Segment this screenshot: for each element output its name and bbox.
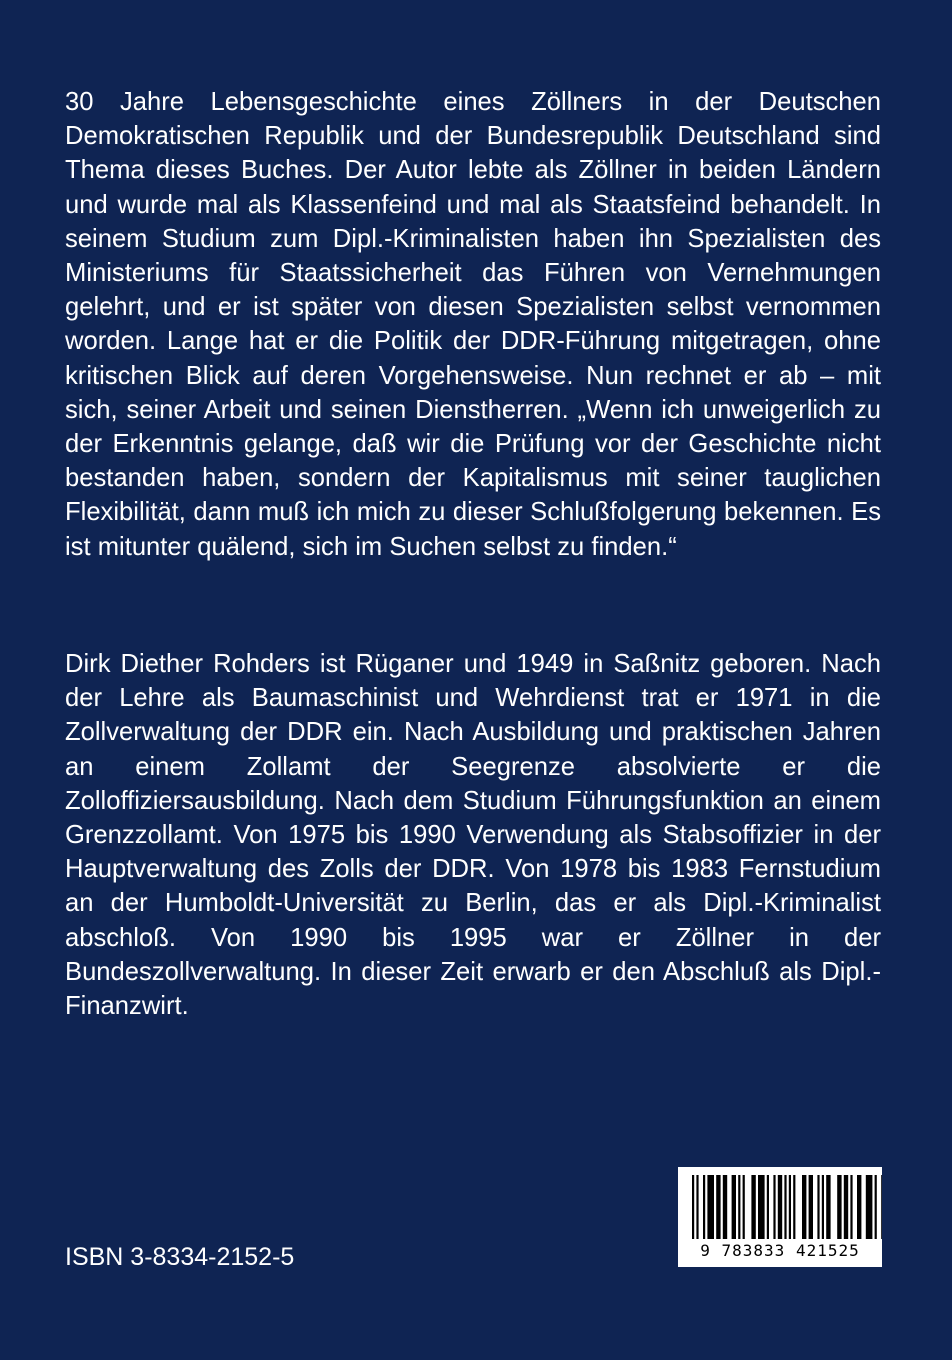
barcode-bar [778, 1175, 782, 1239]
barcode-bar [738, 1175, 740, 1239]
barcode-bar [723, 1175, 727, 1239]
barcode-bar [751, 1175, 755, 1239]
barcode-bar [837, 1175, 841, 1239]
barcode-bar [793, 1175, 795, 1239]
barcode-bar [732, 1175, 736, 1239]
barcode-bar [802, 1175, 806, 1239]
barcode-bar [844, 1175, 848, 1239]
isbn-label: ISBN 3-8334-2152-5 [65, 1243, 295, 1271]
barcode-bar [857, 1175, 861, 1239]
barcode-bar [822, 1175, 824, 1239]
barcode-bar [875, 1175, 877, 1239]
barcode-bar [881, 1175, 882, 1239]
barcode-bar [850, 1175, 852, 1239]
barcode-bar [716, 1175, 720, 1239]
barcode-bar [826, 1175, 830, 1239]
barcode-bar [758, 1175, 765, 1239]
barcode-bar [692, 1175, 694, 1239]
barcode-bar [817, 1175, 819, 1239]
barcode-digits: 9 783833 421525 [700, 1241, 860, 1260]
barcode-bar [703, 1175, 705, 1239]
barcode-bar [773, 1175, 775, 1239]
barcode-bar [809, 1175, 813, 1239]
barcode-bar [696, 1175, 698, 1239]
barcode-bar [866, 1175, 873, 1239]
barcode-bar [707, 1175, 714, 1239]
barcode-bar [789, 1175, 791, 1239]
barcode-bar [767, 1175, 769, 1239]
barcode-bar [784, 1175, 786, 1239]
author-bio-text: Dirk Diether Rohders ist Rüganer und 1949 in Saßnitz geboren. Nach der Lehre als Baumaschinist und Wehrdienst trat er 1971 in die Zollverwaltung der DDR ein. Nach Ausbildung und praktischen Jahren an einem Zollamt der Seegrenze absolvierte er die Zolloffiziersausbildung. Nach dem Studium Führungsfunktion an einem Grenzzollamt. Von 1975 bis 1990 Verwendung als Stabsoffizier in der Hauptverwaltung des Zolls der DDR. Von 1978 bis 1983 Fernstudium an der Humboldt-Universität zu Berlin, das er als Dipl.-Kriminalist abschloß. Von 1990 bis 1995 war er Zöllner in der Bundeszollverwaltung. In dieser Zeit erwarb er den Abschluß als Dipl.-Finanzwirt. [65, 650, 881, 1021]
barcode [678, 1167, 882, 1267]
barcode-bar [743, 1175, 745, 1239]
cover-blurb-text: 30 Jahre Lebensgeschichte eines Zöllners in der Deutschen Demokratischen Republik und der Bundesrepublik Deutschland sind Thema dieses Buches. Der Autor lebte als Zöllner in beiden Ländern und wurde mal als Klassenfeind und mal als Staatsfeind behandelt. In seinem Studium zum Dipl.-Kriminalisten haben ihn Spezialisten des Ministeriums für Staatssicherheit das Führen von Vernehmungen gelehrt, und er ist später von diesen Spezialisten selbst vernommen worden. Lange hat er die Politik der DDR-Führung mitgetragen, ohne kritischen Blick auf deren Vorgehensweise. Nun rechnet er ab – mit sich, seiner Arbeit und seinen Dienstherren. „Wenn ich unweigerlich zu der Erkenntnis gelange, daß wir die Prüfung vor der Geschichte nicht bestanden haben, sondern der Kapitalismus mit seiner tauglichen Flexibilität, dann muß ich mich zu dieser Schlußfolgerung bekennen. Es ist mitunter quälend, sich im Suchen selbst zu finden.“ [65, 88, 881, 561]
